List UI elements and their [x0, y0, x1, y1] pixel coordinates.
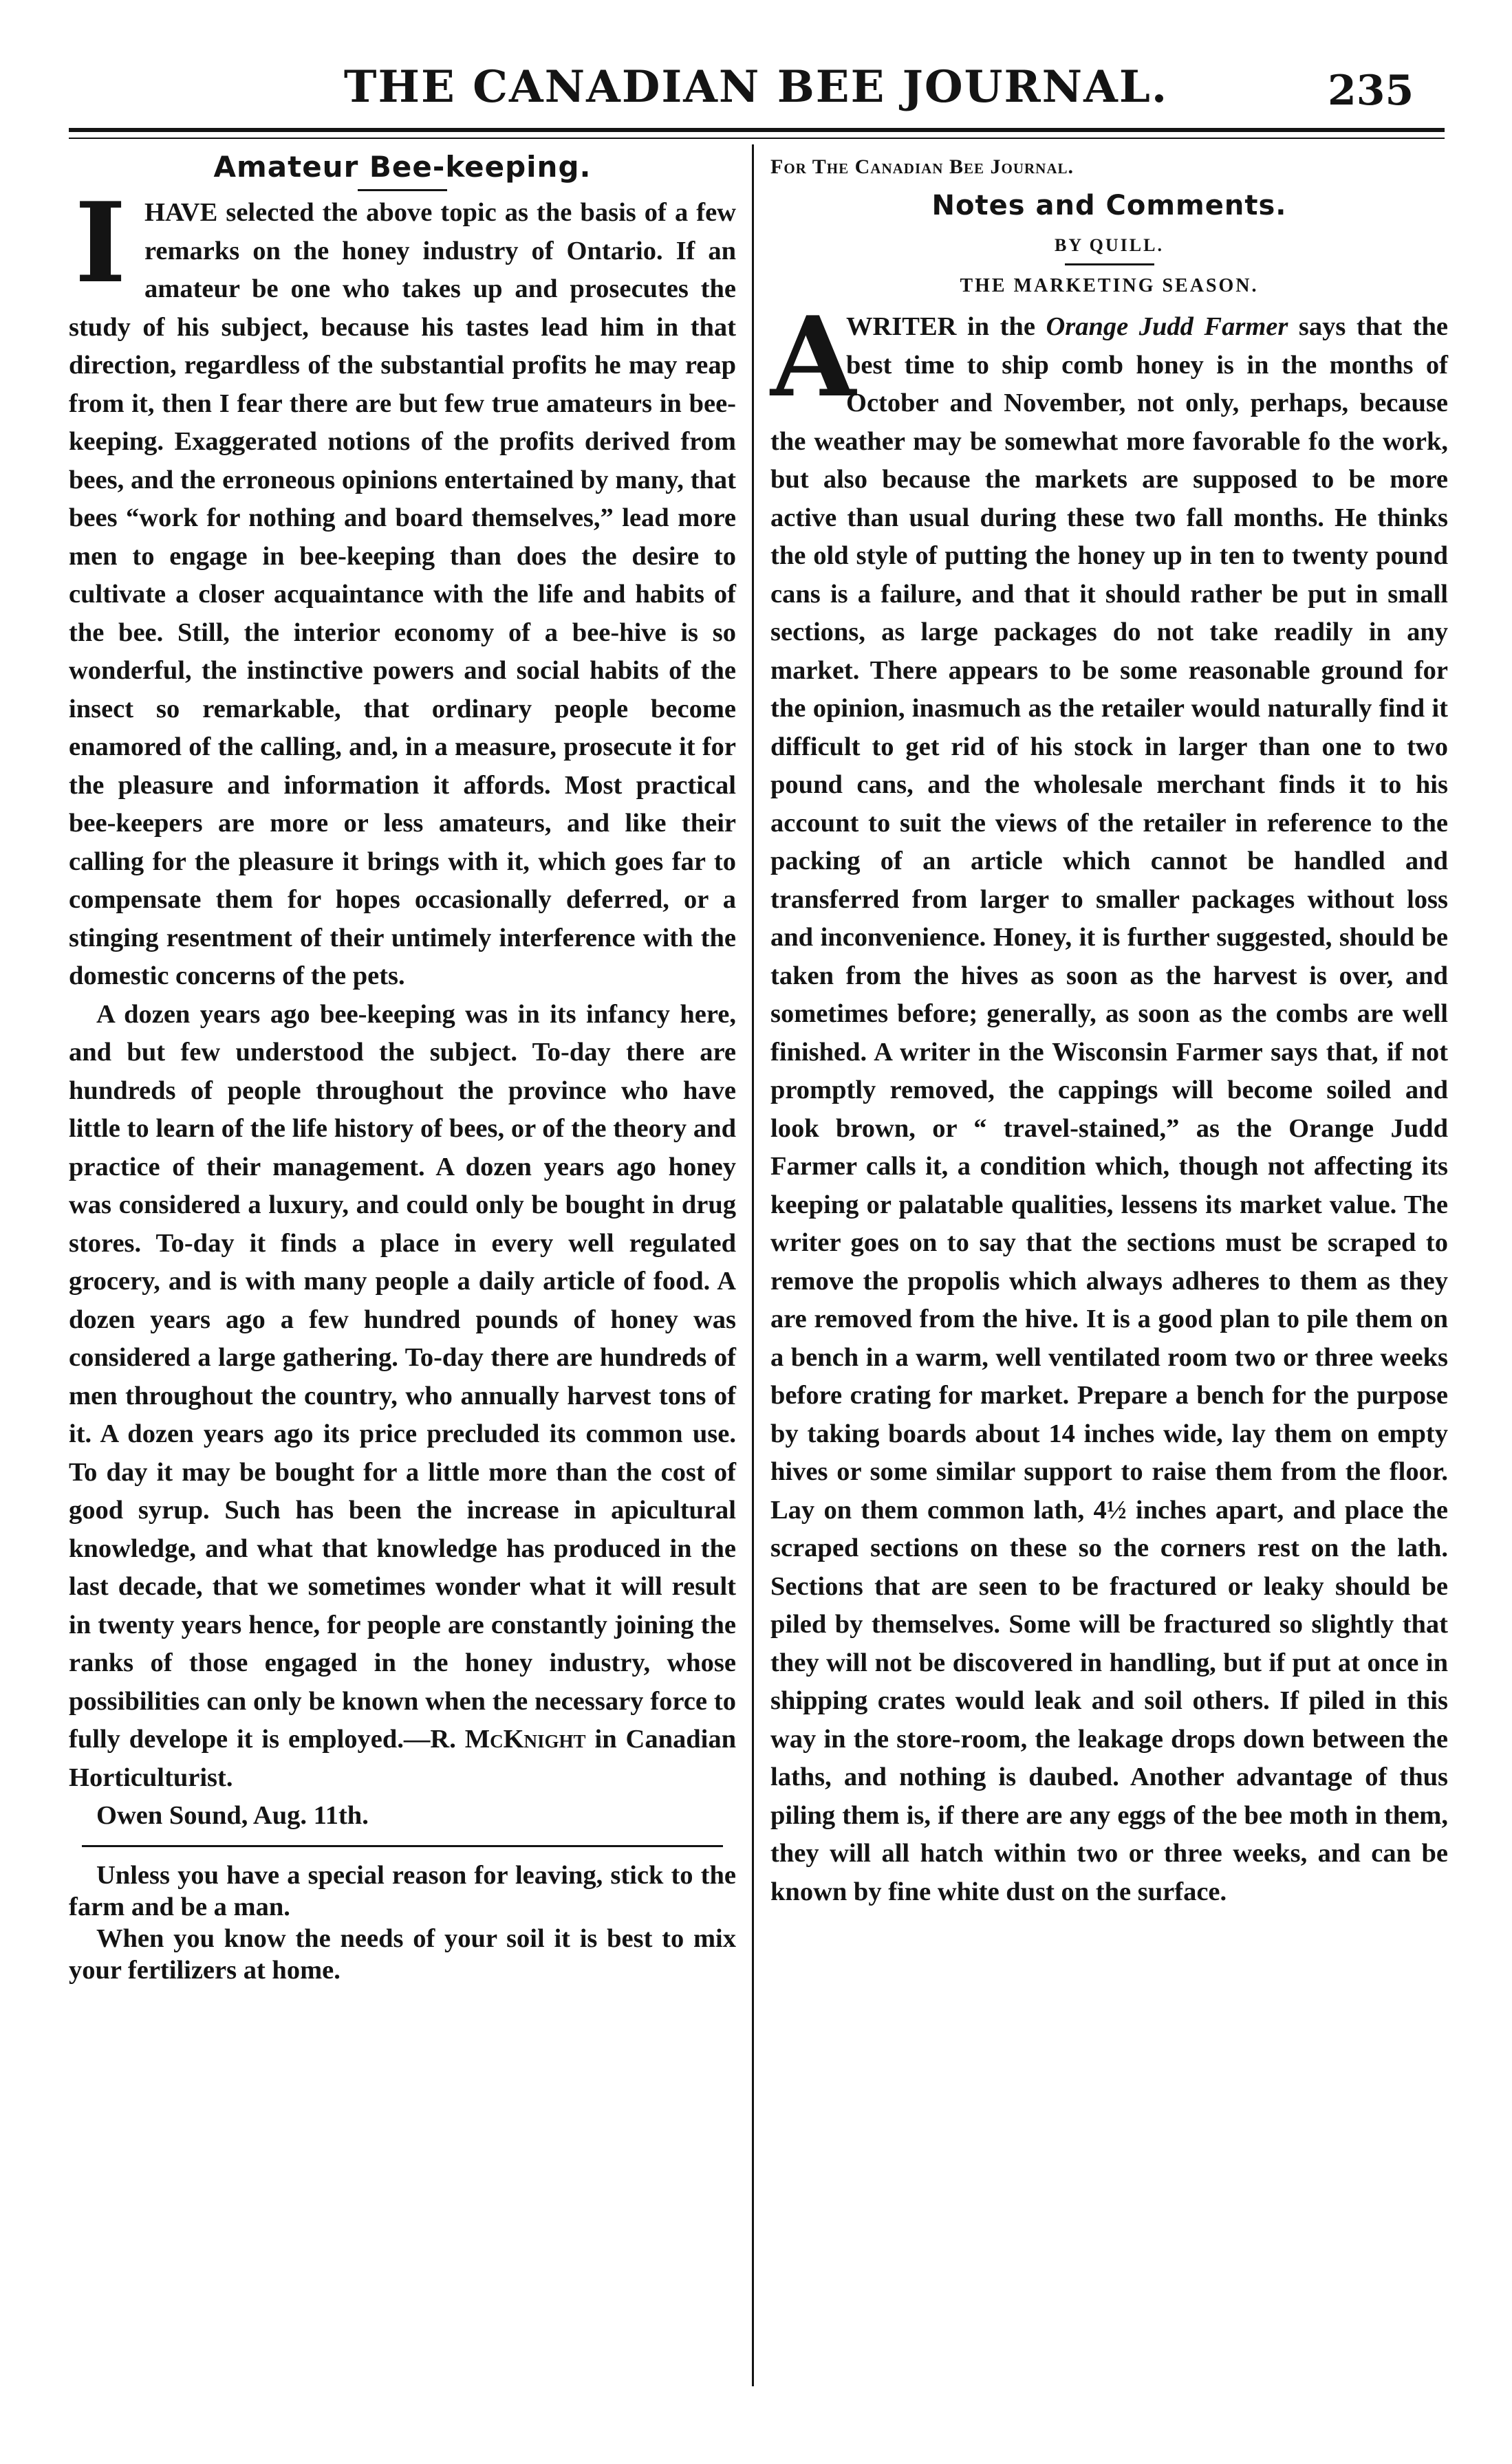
- left-column: [69, 141, 736, 1986]
- source-line: For The Canadian Bee Journal.: [770, 155, 1074, 178]
- drop-cap: A: [770, 292, 856, 422]
- column-divider: [752, 144, 754, 2386]
- page-header: [0, 0, 1512, 158]
- publication-name: Orange Judd Farmer: [1046, 312, 1288, 341]
- title-rule: [358, 189, 447, 191]
- article-title-amateur: Amateur Bee-keeping.: [213, 150, 592, 184]
- paragraph-text: in Canadian Horticulturist.: [69, 1725, 737, 1792]
- filler-note: When you know the needs of your soil it is best to mix your fertilizers at home.: [69, 1923, 736, 1985]
- article-paragraph: [770, 292, 1448, 1911]
- paragraph-text: says that the best time to ship comb honey is in the months of October and November, not only, perhaps, because the weather may be somewhat more favorable fo the work, but also because the markets are supposed to be more active than usual during these two fall months. He thinks the old style of putting the honey up in ten to twenty pound cans is a failure, and that it should rather be put in small sections, as large packages do not take readily in any market. There appears to be some reasonable ground for the opinion, inasmuch as the retailer would naturally find it difficult to get rid of his stock in larger than one to two pound cans, and the wholesale merchant finds it to his account to suit the views of the retailer in reference to the packing of an article which cannot be handled and transferred from larger to smaller packages without loss and inconvenience. Honey, it is further suggested, should be taken from the hives as soon as the harvest is over, and sometimes before; generally, as soon as the combs are well finished. A writer in the Wisconsin Farmer says that, if not promptly removed, the cappings will become soiled and look brown, or “ travel-stained,” as the Orange Judd Farmer calls it, a condition which, though not affecting its keeping or palatable qualities, lessens its market value. The writer goes on to say that the sections must be scraped to remove the propolis which always adheres to them as they are removed from the hive. It is a good plan to pile them on a bench in a warm, well ventilated room two or three weeks before crating for market. Prepare a bench for the purpose by taking boards about 14 inches wide, lay them on empty hives or some similar support to raise them from the floor. Lay on them common lath, 4½ inches apart, and place the scraped sections on these so the corners rest on the lath. Sections that are seen to be fractured or leaky should be piled by themselves. Some will be fractured so slightly that they will not be discovered in handling, but if put at once in shipping crates would leak and soil others. If piled in this way in the store-room, the leakage drops down between the laths, and nothing is daubed. Another advantage of thus piling them is, if there are any eggs of the bee moth in them, they will all hatch within two or three weeks, and can be known by fine white dust on the surface.: [770, 312, 1448, 1906]
- byline: BY QUILL.: [1055, 235, 1164, 255]
- author-name: R. McKnight: [430, 1725, 586, 1754]
- drop-cap: I: [74, 178, 127, 307]
- byline-rule: [1065, 263, 1154, 265]
- article-paragraph: [69, 996, 736, 1798]
- paragraph-text: HAVE selected the above topic as the basis of a few remarks on the honey industry of Ontario. If an amateur be one who takes up and prosecutes the study of his subject, because his tastes lead him in that direction, regardless of the substantial profits he may reap from it, then I fear there are but few true amateurs in bee-keeping. Exaggerated notions of the profits derived from bees, and the erroneous opinions entertained by many, that bees “work for nothing and board themselves,” lead more men to engage in bee-keeping than does the desire to cultivate a closer acquaintance with the life and habits of the bee. Still, the interior economy of a bee-hive is so wonderful, the instinctive powers and social habits of the insect so remarkable, that ordinary people become enamored of the calling, and, in a measure, prosecute it for the pleasure and information it affords. Most practical bee-keepers are more or less amateurs, and like their calling for the pleasure it brings with it, which goes far to compensate them for hopes occasionally deferred, or a stinging resentment of their untimely interference with the domestic concerns of the pets.: [69, 198, 736, 990]
- section-subhead: THE MARKETING SEASON.: [960, 275, 1259, 296]
- header-rule: [69, 128, 1445, 132]
- dateline: Owen Sound, Aug. 11th.: [96, 1801, 369, 1830]
- paragraph-text: WRITER in the: [846, 312, 1046, 341]
- article-paragraph: [69, 178, 736, 996]
- journal-title: THE CANADIAN BEE JOURNAL.: [343, 61, 1169, 113]
- page-number: 235: [1328, 67, 1414, 115]
- section-rule: [82, 1845, 722, 1847]
- header-rule-thin: [69, 138, 1445, 139]
- paragraph-text: A dozen years ago bee-keeping was in its infancy here, and but few understood the subject. To-day there are hundreds of people throughout the province who have little to learn of the life history of bees, or of the theory and practice of their management. A dozen years ago honey was considered a luxury, and could only be bought in drug stores. To-day it finds a place in every well regulated grocery, and is with many people a daily article of food. A dozen years ago a few hundred pounds of honey was considered a large gathering. To-day there are hundreds of men throughout the country, who annually harvest tons of it. A dozen years ago its price precluded its common use. To day it may be bought for a little more than the cost of good syrup. Such has been the increase in apicultural knowledge, and what that knowledge has produced in the last decade, that we sometimes wonder what it will result in twenty years hence, for people are constantly joining the ranks of those engaged in the honey industry, whose possibilities can only be known when the necessary force to fully develope it is employed.—: [69, 999, 736, 1754]
- right-column: [770, 141, 1448, 1911]
- article-title-notes: Notes and Comments.: [931, 190, 1287, 221]
- filler-note: Unless you have a special reason for leaving, stick to the farm and be a man.: [69, 1860, 736, 1921]
